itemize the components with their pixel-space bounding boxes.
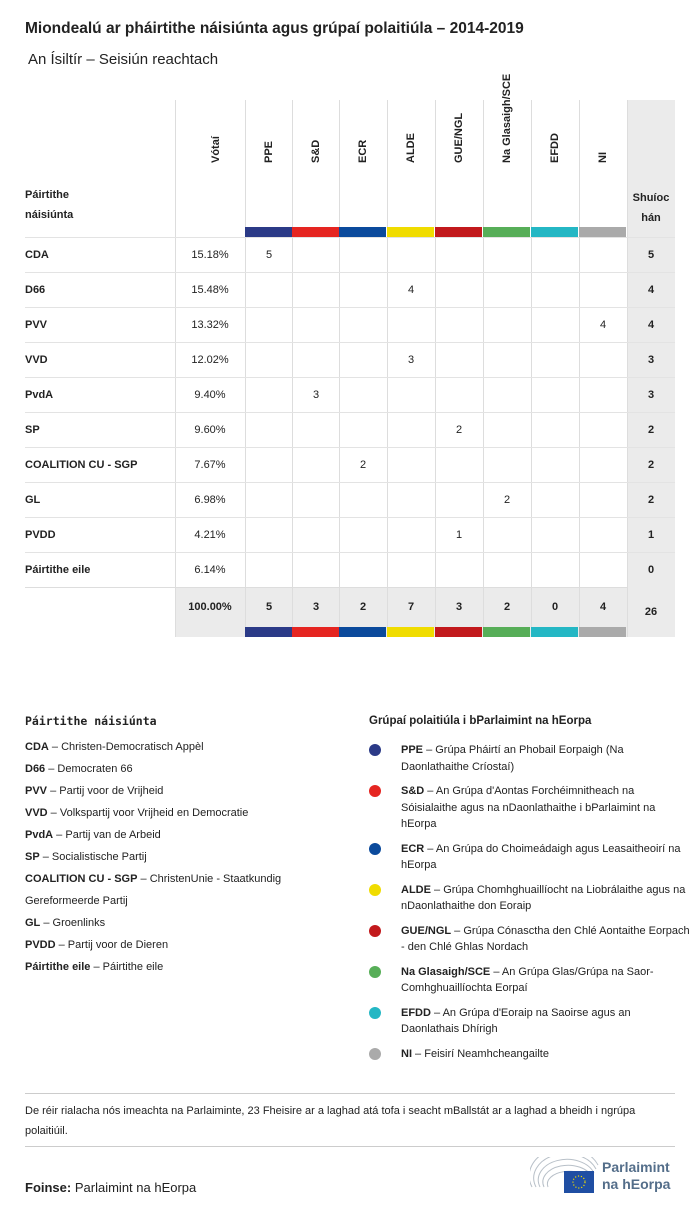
legend-party-abbr: CDA [25,741,49,753]
group-header-naglasaighsce [483,73,531,237]
group-color-bar [435,627,482,637]
table-row [25,237,675,273]
table-row [25,307,675,343]
group-header-label: PPE [263,140,275,163]
legend-party-abbr: D66 [25,763,46,775]
group-seat-count: 2 [503,494,511,506]
group-color-bar [387,227,434,237]
legend-party-abbr: Páirtithe eile [25,961,91,973]
legend-party-abbr: PVDD [25,939,56,951]
legend-party-item: PVDD – Partij voor de Dieren [25,939,169,951]
legend-group-name: An Grúpa Glas/Grúpa na Saor-Comhghuaillíochta Eorpaí [401,965,654,994]
group-header-label: NI [597,152,609,163]
legend-group-abbr: ECR [401,842,425,855]
table-row [25,412,675,448]
legend-group-name: Grúpa Pháirtí an Phobail Eorpaigh (Na Daonlathaithe Críostaí) [401,744,624,773]
group-color-bar [531,627,578,637]
table-row [25,377,675,413]
legend-party-name: Socialistische Partij [51,851,147,863]
total-group-seats: 2 [359,601,367,613]
legend-group-abbr: PPE [401,744,424,756]
votes-value: 7.67% [194,459,226,471]
legend-party-abbr: PvdA [25,829,54,841]
group-color-bar [292,627,339,637]
group-seat-count: 2 [359,459,367,471]
legend-party-name: Partij voor de Vrijheid [59,785,164,797]
votes-value: 9.60% [194,424,226,436]
seats-value: 0 [647,564,655,576]
seats-value: 2 [647,424,655,436]
group-header-alde [387,100,435,237]
group-color-bar [483,627,530,637]
legend-party-name: Partij voor de Dieren [67,939,169,951]
party-name: VVD [25,354,48,366]
votes-value: 4.21% [194,529,226,541]
legend-party-abbr: SP [25,851,40,863]
group-header-label: S&D [310,139,322,163]
table-row [25,342,675,378]
legend-group-name: Grúpa Chomhghuaillíocht na Liobrálaithe agus na nDaonlathaithe don Eoraip [401,883,686,912]
divider [25,1093,675,1094]
group-header-label: ECR [357,139,369,163]
votes-value: 15.48% [191,284,229,296]
legend-group-name: An Grúpa d'Eoraip na Saoirse agus an Daonlathais Dhírigh [401,1006,631,1035]
legend-party-abbr: COALITION CU - SGP [25,873,138,885]
legend-groups [369,710,691,1070]
group-header-efdd [531,100,579,237]
total-group-seats: 5 [265,601,273,613]
seats-value: 2 [647,494,655,506]
table-row [25,552,675,588]
legend-party-item: PvdA – Partij van de Arbeid [25,829,161,841]
total-group-seats: 3 [312,601,320,613]
table-row [25,482,675,518]
votes-value: 13.32% [191,319,229,331]
party-name: CDA [25,249,49,261]
seats-header: Shuíochán [632,192,670,224]
legend-parties-title: Páirtithe náisiúnta [25,714,157,728]
votes-header [175,100,245,237]
party-header: Páirtithe náisiúnta [25,189,74,221]
legend-group-abbr: ALDE [401,883,431,896]
legend-party-name: Páirtithe eile [102,961,164,973]
total-votes: 100.00% [188,601,232,613]
table-row [25,517,675,553]
legend-group-abbr: EFDD [401,1006,431,1019]
group-seat-count: 1 [455,529,463,541]
legend-party-abbr: VVD [25,807,48,819]
seats-value: 5 [647,249,655,261]
legend-party-item: VVD – Volkspartij voor Vrijheid en Democratie [25,807,249,819]
group-color-bar [483,227,530,237]
group-header-guengl [435,100,483,237]
legend-party-item: D66 – Democraten 66 [25,763,133,775]
legend-groups-title: Grúpaí polaitiúla i bParlaimint na hEorpa [369,715,592,727]
seats-value: 4 [647,319,655,331]
legend-group-abbr: S&D [401,785,425,797]
footnote: De réir rialacha nós imeachta na Parlaiminte, 23 Fheisire ar a laghad atá tofa i seacht mBallstát ar a laghad a bheidh i ngrúpa polaitiúil. [25,1105,636,1137]
group-header-ppe [245,100,293,237]
seats-value: 1 [647,529,655,541]
legend-group-name: An Grúpa d'Aontas Forchéimnitheach na Sóisialaithe agus na nDaonlathaithe i bParlaimint na hEorpa [401,785,656,830]
group-seat-count: 4 [407,284,415,296]
seats-value: 3 [647,389,655,401]
group-seat-count: 5 [265,249,273,261]
group-header-label: GUE/NGL [453,112,465,163]
group-color-bar [245,627,292,637]
group-color-bar [339,627,386,637]
party-name: Páirtithe eile [25,564,91,576]
logo-line1: Parlaimint [602,1159,670,1175]
legend-group-item: EFDD – An Grúpa d'Eoraip na Saoirse agus an Daonlathais Dhírigh [369,1005,691,1038]
group-header-label: Na Glasaigh/SCE [501,73,513,163]
group-color-dot-icon [369,1048,381,1060]
ep-logo [530,1157,680,1197]
page-subtitle: An Ísiltír – Seisiún reachtach [28,51,219,68]
legend-group-item: Na Glasaigh/SCE – An Grúpa Glas/Grúpa na Saor-Comhghuaillíochta Eorpaí [369,964,691,997]
legend-group-abbr: NI [401,1047,412,1060]
group-color-bar [339,227,386,237]
legend-party-name: ChristenUnie - Staatkundig Gereformeerde Partij [25,873,282,907]
legend-parties [25,710,345,978]
party-name: PvdA [25,389,54,401]
legend-party-name: Volkspartij voor Vrijheid en Democratie [59,807,249,819]
legend-party-name: Partij van de Arbeid [65,829,161,841]
group-header-label: EFDD [549,133,561,163]
votes-header-label: Vótaí [210,136,222,163]
party-name: SP [25,424,40,436]
group-color-dot-icon [369,966,381,978]
seats-value: 3 [647,354,655,366]
total-group-seats: 0 [551,601,559,613]
group-seat-count: 3 [407,354,415,366]
legend-party-name: Democraten 66 [57,763,133,775]
legend-group-item: PPE – Grúpa Pháirtí an Phobail Eorpaigh (Na Daonlathaithe Críostaí) [369,742,691,775]
legend-group-item: NI – Feisirí Neamhcheangailte [369,1046,691,1063]
group-header-label: ALDE [405,133,417,163]
source [25,1180,196,1195]
legend-party-item: Páirtithe eile – Páirtithe eile [25,961,164,973]
source-value: Parlaimint na hEorpa [74,1180,197,1195]
legend-party-abbr: GL [25,917,41,929]
votes-value: 12.02% [191,354,229,366]
legend-party-item: GL – Groenlinks [25,917,106,929]
group-color-dot-icon [369,884,381,896]
source-label: Foinse: [25,1180,72,1195]
votes-value: 9.40% [194,389,226,401]
seats-value: 2 [647,459,655,471]
legend-group-abbr: Na Glasaigh/SCE [401,965,491,978]
votes-value: 6.98% [194,494,226,506]
party-name: GL [25,494,41,506]
group-header-ecr [339,100,387,237]
legend-party-item: PVV – Partij voor de Vrijheid [25,785,164,797]
votes-value: 15.18% [191,249,229,261]
legend-party-item: SP – Socialistische Partij [25,851,147,863]
party-name: PVV [25,319,48,331]
legend-party-name: Groenlinks [52,917,106,929]
group-color-dot-icon [369,843,381,855]
group-header-ni [579,100,627,237]
legend-group-abbr: GUE/NGL [401,924,452,937]
total-group-seats: 2 [503,601,511,613]
legend-party-item: COALITION CU - SGP – ChristenUnie - Staatkundig Gereformeerde Partij [25,873,282,907]
group-color-bar [245,227,292,237]
group-color-dot-icon [369,785,381,797]
party-name: D66 [25,284,46,296]
legend-group-item: S&D – An Grúpa d'Aontas Forchéimnitheach na Sóisialaithe agus na nDaonlathaithe i bParlaimint na hEorpa [369,783,691,833]
hemicycle-logo-icon [530,1157,600,1197]
legend-party-item: CDA – Christen-Democratisch Appèl [25,741,204,753]
legend-party-name: Christen-Democratisch Appèl [61,741,204,753]
total-group-seats: 4 [599,601,607,613]
total-seats: 26 [644,606,658,618]
total-group-seats: 3 [455,601,463,613]
seats-value: 4 [647,284,655,296]
group-color-bar [579,627,626,637]
group-color-bar [387,627,434,637]
group-color-bar [531,227,578,237]
group-color-dot-icon [369,1007,381,1019]
party-name: PVDD [25,529,56,541]
table-row [25,272,675,308]
legend-group-name: Grúpa Cónasctha den Chlé Aontaithe Eorpach - den Chlé Ghlas Nordach [401,924,690,953]
group-color-bar [435,227,482,237]
total-group-seats: 7 [407,601,415,613]
legend-party-abbr: PVV [25,785,48,797]
group-seat-count: 4 [599,319,607,331]
group-color-dot-icon [369,744,381,756]
legend-group-name: Feisirí Neamhcheangailte [424,1047,549,1060]
party-name: COALITION CU - SGP [25,459,138,471]
legend-group-name: An Grúpa do Choimeádaigh agus Leasaitheoirí na hEorpa [401,842,681,871]
divider [25,1146,675,1147]
legend-group-item: GUE/NGL – Grúpa Cónasctha den Chlé Aontaithe Eorpach - den Chlé Ghlas Nordach [369,923,691,956]
group-seat-count: 2 [455,424,463,436]
group-header-sd [292,100,340,237]
legend-group-item: ALDE – Grúpa Chomhghuaillíocht na Liobrálaithe agus na nDaonlathaithe don Eoraip [369,882,691,915]
group-color-dot-icon [369,925,381,937]
group-color-bar [579,227,626,237]
group-seat-count: 3 [312,389,320,401]
group-color-bar [292,227,339,237]
table-row [25,447,675,483]
legend-group-item: ECR – An Grúpa do Choimeádaigh agus Leasaitheoirí na hEorpa [369,841,691,874]
page-title: Miondealú ar pháirtithe náisiúnta agus grúpaí polaitiúla – 2014-2019 [25,20,524,37]
votes-value: 6.14% [194,564,226,576]
logo-line2: na hEorpa [602,1176,671,1192]
